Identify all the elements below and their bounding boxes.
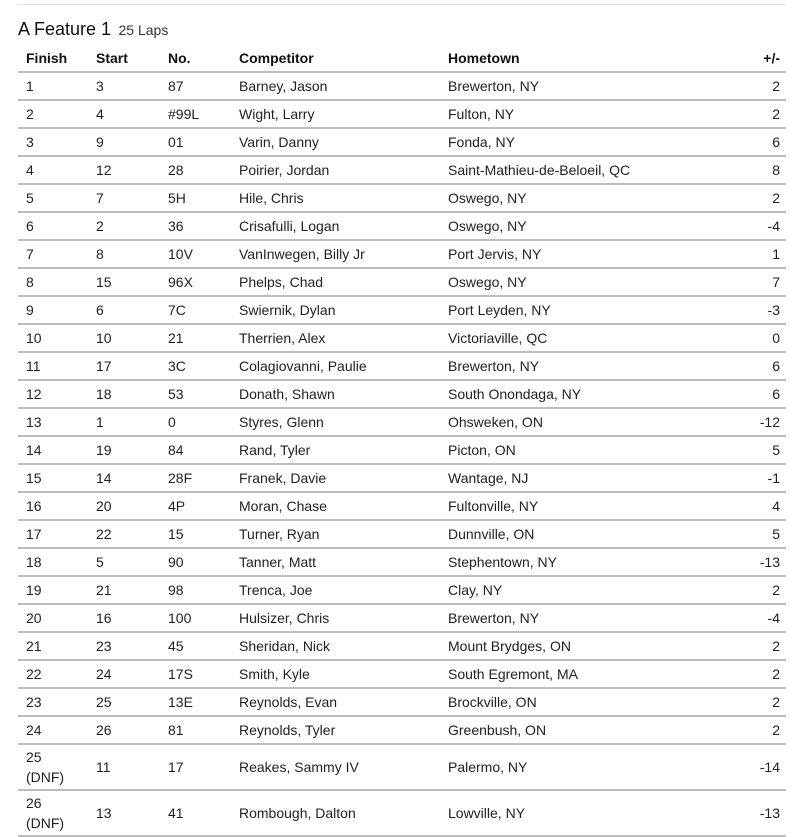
finish-position: 18	[26, 554, 42, 570]
hometown-cell: Clay, NY	[440, 576, 700, 604]
car-number-cell: 21	[160, 324, 231, 352]
table-row	[18, 240, 786, 268]
start-cell: 24	[88, 660, 160, 688]
table-row	[18, 548, 786, 576]
competitor-cell: Rombough, Dalton	[231, 790, 440, 836]
finish-cell	[18, 576, 88, 604]
competitor-cell: Colagiovanni, Paulie	[231, 352, 440, 380]
finish-cell	[18, 380, 88, 408]
start-cell: 18	[88, 380, 160, 408]
finish-cell	[18, 436, 88, 464]
hometown-cell: Victoriaville, QC	[440, 324, 700, 352]
table-row	[18, 324, 786, 352]
start-cell: 5	[88, 548, 160, 576]
results-table	[18, 44, 786, 837]
start-cell: 2	[88, 212, 160, 240]
competitor-cell: Rand, Tyler	[231, 436, 440, 464]
competitor-cell: Swiernik, Dylan	[231, 296, 440, 324]
competitor-cell: Reynolds, Evan	[231, 688, 440, 716]
hometown-cell: Lowville, NY	[440, 790, 700, 836]
table-row	[18, 72, 786, 100]
finish-position: 9	[26, 302, 34, 318]
top-divider	[18, 4, 786, 5]
hometown-cell: Oswego, NY	[440, 212, 700, 240]
finish-position: 3	[26, 134, 34, 150]
competitor-cell: Styres, Glenn	[231, 408, 440, 436]
table-row	[18, 716, 786, 744]
start-cell: 3	[88, 72, 160, 100]
position-change-cell: 2	[700, 576, 786, 604]
position-change-cell: -13	[700, 548, 786, 576]
finish-cell	[18, 128, 88, 156]
table-row	[18, 128, 786, 156]
competitor-cell: Therrien, Alex	[231, 324, 440, 352]
hometown-cell: South Egremont, MA	[440, 660, 700, 688]
start-cell: 9	[88, 128, 160, 156]
hometown-cell: Picton, ON	[440, 436, 700, 464]
finish-cell	[18, 520, 88, 548]
start-cell: 10	[88, 324, 160, 352]
start-cell: 13	[88, 790, 160, 836]
finish-position: 15	[26, 470, 42, 486]
competitor-cell: Turner, Ryan	[231, 520, 440, 548]
car-number-cell: 81	[160, 716, 231, 744]
position-change-cell: 2	[700, 184, 786, 212]
car-number-cell: 4P	[160, 492, 231, 520]
hometown-cell: Wantage, NJ	[440, 464, 700, 492]
competitor-cell: VanInwegen, Billy Jr	[231, 240, 440, 268]
table-row	[18, 156, 786, 184]
hometown-cell: Mount Brydges, ON	[440, 632, 700, 660]
start-cell: 7	[88, 184, 160, 212]
start-cell: 8	[88, 240, 160, 268]
car-number-cell: 3C	[160, 352, 231, 380]
finish-position: 25	[26, 749, 42, 765]
event-heading	[18, 19, 168, 40]
car-number-cell: 10V	[160, 240, 231, 268]
finish-cell	[18, 324, 88, 352]
hometown-cell: Oswego, NY	[440, 268, 700, 296]
start-cell: 22	[88, 520, 160, 548]
hometown-cell: Port Jervis, NY	[440, 240, 700, 268]
col-header-start: Start	[88, 44, 160, 72]
competitor-cell: Franek, Davie	[231, 464, 440, 492]
car-number-cell: 13E	[160, 688, 231, 716]
finish-cell	[18, 156, 88, 184]
results-body	[18, 72, 786, 836]
position-change-cell: 0	[700, 324, 786, 352]
finish-cell	[18, 408, 88, 436]
hometown-cell: Stephentown, NY	[440, 548, 700, 576]
table-row	[18, 688, 786, 716]
finish-cell	[18, 352, 88, 380]
position-change-cell: -3	[700, 296, 786, 324]
position-change-cell: 4	[700, 492, 786, 520]
finish-position: 26	[26, 795, 42, 811]
position-change-cell: 2	[700, 72, 786, 100]
table-row	[18, 380, 786, 408]
start-cell: 19	[88, 436, 160, 464]
finish-position: 14	[26, 442, 42, 458]
table-row	[18, 744, 786, 790]
position-change-cell: 1	[700, 240, 786, 268]
table-row	[18, 184, 786, 212]
start-cell: 4	[88, 100, 160, 128]
car-number-cell: 100	[160, 604, 231, 632]
finish-cell	[18, 72, 88, 100]
start-cell: 16	[88, 604, 160, 632]
hometown-cell: South Onondaga, NY	[440, 380, 700, 408]
table-row	[18, 100, 786, 128]
finish-cell	[18, 100, 88, 128]
finish-position: 19	[26, 582, 42, 598]
finish-status: (DNF)	[26, 769, 65, 785]
table-row	[18, 212, 786, 240]
start-cell: 14	[88, 464, 160, 492]
competitor-cell: Poirier, Jordan	[231, 156, 440, 184]
header-row	[18, 44, 786, 72]
col-header-hometown: Hometown	[440, 44, 700, 72]
hometown-cell: Brockville, ON	[440, 688, 700, 716]
competitor-cell: Tanner, Matt	[231, 548, 440, 576]
car-number-cell: 45	[160, 632, 231, 660]
competitor-cell: Wight, Larry	[231, 100, 440, 128]
car-number-cell: 7C	[160, 296, 231, 324]
finish-position: 21	[26, 638, 42, 654]
table-row	[18, 604, 786, 632]
start-cell: 23	[88, 632, 160, 660]
car-number-cell: 28F	[160, 464, 231, 492]
position-change-cell: 5	[700, 520, 786, 548]
finish-position: 22	[26, 666, 42, 682]
table-row	[18, 352, 786, 380]
table-row	[18, 632, 786, 660]
competitor-cell: Hile, Chris	[231, 184, 440, 212]
car-number-cell: 15	[160, 520, 231, 548]
competitor-cell: Reakes, Sammy IV	[231, 744, 440, 790]
finish-cell	[18, 268, 88, 296]
hometown-cell: Brewerton, NY	[440, 72, 700, 100]
table-row	[18, 790, 786, 836]
finish-cell	[18, 296, 88, 324]
finish-cell	[18, 688, 88, 716]
position-change-cell: 6	[700, 128, 786, 156]
finish-position: 1	[26, 78, 34, 94]
start-cell: 26	[88, 716, 160, 744]
position-change-cell: -4	[700, 212, 786, 240]
competitor-cell: Sheridan, Nick	[231, 632, 440, 660]
table-row	[18, 268, 786, 296]
competitor-cell: Crisafulli, Logan	[231, 212, 440, 240]
position-change-cell: -4	[700, 604, 786, 632]
position-change-cell: 5	[700, 436, 786, 464]
finish-cell	[18, 492, 88, 520]
competitor-cell: Phelps, Chad	[231, 268, 440, 296]
hometown-cell: Saint-Mathieu-de-Beloeil, QC	[440, 156, 700, 184]
finish-cell	[18, 548, 88, 576]
finish-position: 16	[26, 498, 42, 514]
start-cell: 17	[88, 352, 160, 380]
table-row	[18, 436, 786, 464]
position-change-cell: 7	[700, 268, 786, 296]
competitor-cell: Moran, Chase	[231, 492, 440, 520]
event-title: A Feature 1	[18, 19, 112, 39]
finish-position: 4	[26, 162, 34, 178]
start-cell: 12	[88, 156, 160, 184]
finish-position: 24	[26, 722, 42, 738]
hometown-cell: Ohsweken, ON	[440, 408, 700, 436]
finish-position: 17	[26, 526, 42, 542]
position-change-cell: 2	[700, 688, 786, 716]
start-cell: 20	[88, 492, 160, 520]
hometown-cell: Port Leyden, NY	[440, 296, 700, 324]
finish-cell	[18, 632, 88, 660]
col-header-delta: +/-	[700, 44, 786, 72]
car-number-cell: 36	[160, 212, 231, 240]
car-number-cell: 87	[160, 72, 231, 100]
finish-cell	[18, 790, 88, 836]
finish-cell	[18, 744, 88, 790]
car-number-cell: 90	[160, 548, 231, 576]
finish-position: 5	[26, 190, 34, 206]
table-row	[18, 296, 786, 324]
position-change-cell: 8	[700, 156, 786, 184]
hometown-cell: Brewerton, NY	[440, 604, 700, 632]
finish-cell	[18, 604, 88, 632]
finish-position: 11	[26, 358, 41, 374]
col-header-number: No.	[160, 44, 231, 72]
car-number-cell: 53	[160, 380, 231, 408]
competitor-cell: Barney, Jason	[231, 72, 440, 100]
finish-status: (DNF)	[26, 815, 65, 831]
col-header-finish: Finish	[18, 44, 88, 72]
competitor-cell: Donath, Shawn	[231, 380, 440, 408]
start-cell: 25	[88, 688, 160, 716]
hometown-cell: Fonda, NY	[440, 128, 700, 156]
finish-cell	[18, 464, 88, 492]
finish-cell	[18, 212, 88, 240]
start-cell: 1	[88, 408, 160, 436]
finish-cell	[18, 660, 88, 688]
finish-position: 23	[26, 694, 42, 710]
competitor-cell: Varin, Danny	[231, 128, 440, 156]
table-row	[18, 576, 786, 604]
competitor-cell: Trenca, Joe	[231, 576, 440, 604]
car-number-cell: 96X	[160, 268, 231, 296]
start-cell: 21	[88, 576, 160, 604]
table-row	[18, 464, 786, 492]
competitor-cell: Smith, Kyle	[231, 660, 440, 688]
hometown-cell: Palermo, NY	[440, 744, 700, 790]
table-row	[18, 660, 786, 688]
car-number-cell: 28	[160, 156, 231, 184]
finish-position: 12	[26, 386, 42, 402]
car-number-cell: 17S	[160, 660, 231, 688]
position-change-cell: 2	[700, 660, 786, 688]
position-change-cell: -12	[700, 408, 786, 436]
finish-position: 8	[26, 274, 34, 290]
finish-position: 7	[26, 246, 34, 262]
position-change-cell: 2	[700, 100, 786, 128]
hometown-cell: Brewerton, NY	[440, 352, 700, 380]
car-number-cell: 5H	[160, 184, 231, 212]
position-change-cell: 6	[700, 380, 786, 408]
finish-position: 6	[26, 218, 34, 234]
position-change-cell: -13	[700, 790, 786, 836]
car-number-cell: 01	[160, 128, 231, 156]
start-cell: 11	[88, 744, 160, 790]
competitor-cell: Reynolds, Tyler	[231, 716, 440, 744]
position-change-cell: 2	[700, 632, 786, 660]
position-change-cell: 6	[700, 352, 786, 380]
col-header-competitor: Competitor	[231, 44, 440, 72]
car-number-cell: 84	[160, 436, 231, 464]
table-row	[18, 520, 786, 548]
finish-cell	[18, 240, 88, 268]
finish-position: 13	[26, 414, 42, 430]
competitor-cell: Hulsizer, Chris	[231, 604, 440, 632]
start-cell: 15	[88, 268, 160, 296]
finish-cell	[18, 184, 88, 212]
hometown-cell: Greenbush, ON	[440, 716, 700, 744]
start-cell: 6	[88, 296, 160, 324]
finish-position: 20	[26, 610, 42, 626]
finish-position: 2	[26, 106, 34, 122]
table-row	[18, 408, 786, 436]
position-change-cell: -14	[700, 744, 786, 790]
event-laps: 25 Laps	[118, 22, 169, 38]
finish-position: 10	[26, 330, 42, 346]
hometown-cell: Oswego, NY	[440, 184, 700, 212]
hometown-cell: Fulton, NY	[440, 100, 700, 128]
position-change-cell: -1	[700, 464, 786, 492]
hometown-cell: Fultonville, NY	[440, 492, 700, 520]
position-change-cell: 2	[700, 716, 786, 744]
finish-cell	[18, 716, 88, 744]
hometown-cell: Dunnville, ON	[440, 520, 700, 548]
car-number-cell: 98	[160, 576, 231, 604]
car-number-cell: 17	[160, 744, 231, 790]
car-number-cell: 41	[160, 790, 231, 836]
table-row	[18, 492, 786, 520]
car-number-cell: #99L	[160, 100, 231, 128]
car-number-cell: 0	[160, 408, 231, 436]
